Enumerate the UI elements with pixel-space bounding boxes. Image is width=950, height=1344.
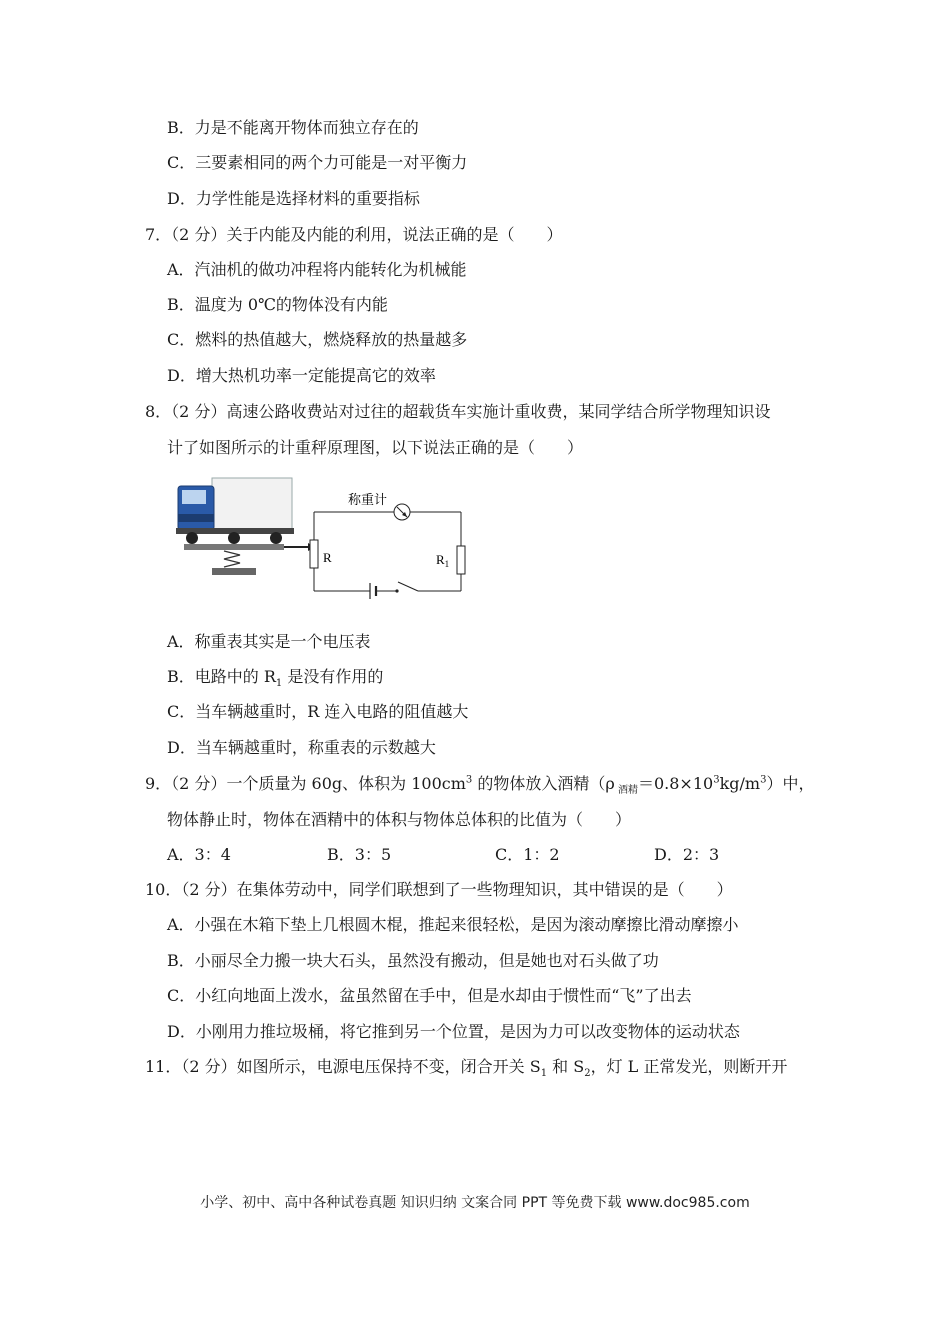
q7-option-d: D．增大热机功率一定能提高它的效率 bbox=[167, 366, 436, 385]
spring bbox=[224, 551, 240, 567]
q8-option-c: C．当车辆越重时，R 连入电路的阻值越大 bbox=[167, 702, 469, 721]
resistor-r1 bbox=[457, 546, 465, 574]
q9-option-d: D．2：3 bbox=[654, 845, 720, 864]
q8-stem-line2: 计了如图所示的计重秤原理图，以下说法正确的是（ ） bbox=[167, 438, 584, 457]
q10-option-d: D．小刚用力推垃圾桶，将它推到另一个位置，是因为力可以改变物体的运动状态 bbox=[167, 1022, 740, 1041]
q6-option-b: B．力是不能离开物体而独立存在的 bbox=[167, 118, 419, 137]
switch bbox=[398, 582, 418, 591]
page-footer: 小学、初中、高中各种试卷真题 知识归纳 文案合同 PPT 等免费下载 www.doc985.com bbox=[200, 1195, 750, 1211]
resistor-r bbox=[310, 540, 318, 568]
resistor-r-label: R bbox=[323, 550, 332, 565]
q7-option-c: C．燃料的热值越大，燃烧释放的热量越多 bbox=[167, 330, 468, 349]
q10-option-b: B．小丽尽全力搬一块大石头，虽然没有搬动，但是她也对石头做了功 bbox=[167, 951, 659, 970]
q7-option-b: B．温度为 0℃的物体没有内能 bbox=[167, 295, 388, 314]
weighing-scale-circuit-figure bbox=[170, 470, 470, 605]
q6-option-d: D．力学性能是选择材料的重要指标 bbox=[167, 189, 420, 208]
q7-stem: 7．（2 分）关于内能及内能的利用，说法正确的是（ ） bbox=[145, 225, 563, 244]
q10-stem: 10．（2 分）在集体劳动中，同学们联想到了一些物理知识，其中错误的是（ ） bbox=[145, 880, 733, 899]
scale-platform bbox=[184, 544, 284, 550]
q8-option-d: D．当车辆越重时，称重表的示数越大 bbox=[167, 738, 436, 757]
q8-option-b: B．电路中的 $R_1$ 是没有作用的 bbox=[167, 667, 384, 690]
q6-option-c: C．三要素相同的两个力可能是一对平衡力 bbox=[167, 153, 468, 172]
q9-option-c: C．1：2 bbox=[495, 845, 560, 864]
q8-option-a: A．称重表其实是一个电压表 bbox=[167, 632, 371, 651]
q8-stem-line1: 8．（2 分）高速公路收费站对过往的超载货车实施计重收费，某同学结合所学物理知识设 bbox=[145, 402, 771, 421]
q10-option-c: C．小红向地面上泼水，盆虽然留在手中，但是水却由于惯性而“飞”了出去 bbox=[167, 986, 692, 1005]
q9-option-b: B．3：5 bbox=[327, 845, 392, 864]
spring-base bbox=[212, 568, 256, 575]
truck-image bbox=[176, 478, 294, 544]
q9-option-a: A．3：4 bbox=[167, 845, 231, 864]
q10-option-a: A．小强在木箱下垫上几根圆木棍，推起来很轻松，是因为滚动摩擦比滑动摩擦小 bbox=[167, 915, 739, 934]
q7-option-a: A．汽油机的做功冲程将内能转化为机械能 bbox=[167, 260, 467, 279]
weighing-meter-label: 称重计 bbox=[348, 493, 388, 508]
resistor-r1-label: $R_1$ bbox=[436, 552, 450, 569]
q9-stem-line1: 9．（2 分）一个质量为 60g、体积为 $100cm^3$ 的物体放入酒精（ρ $_{酒精}=0.8\times 10^3kg/m^3$）中， bbox=[145, 774, 815, 797]
q11-stem: 11．（2 分）如图所示，电源电压保持不变，闭合开关 $S_1$ 和 $S_2$，灯 L 正常发光，则断开开 bbox=[145, 1057, 788, 1080]
q9-stem-line2: 物体静止时，物体在酒精中的体积与物体总体积的比值为（ ） bbox=[167, 810, 632, 829]
